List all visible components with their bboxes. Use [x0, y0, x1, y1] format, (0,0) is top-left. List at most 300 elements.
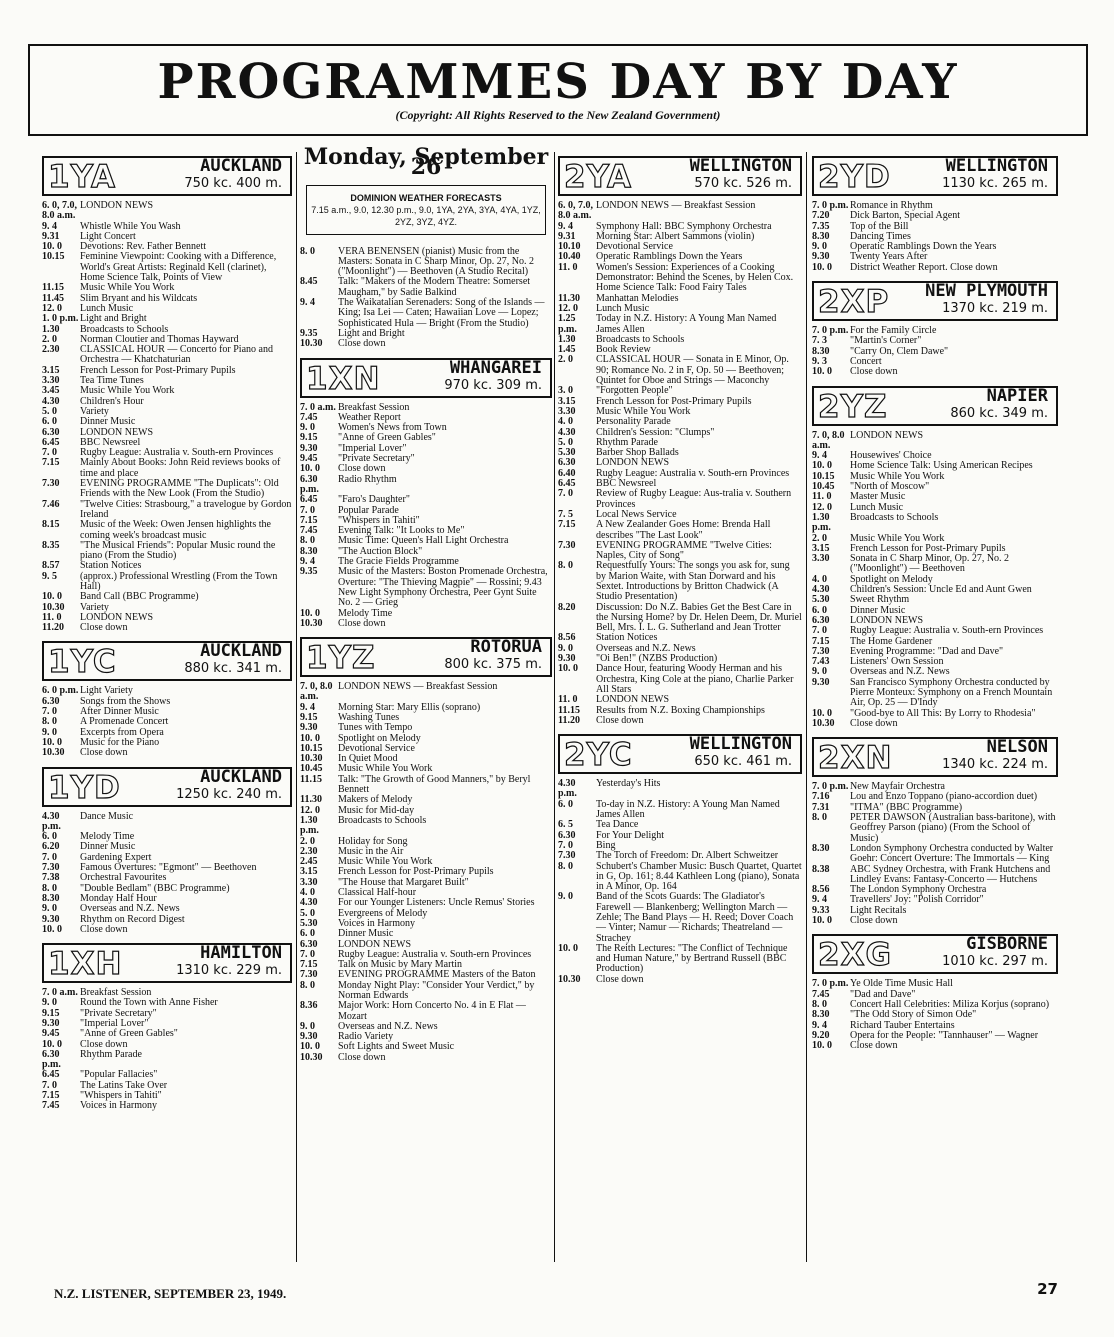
programme-entry — [812, 472, 1058, 482]
entry-text: French Lesson for Post-Primary Pupils — [80, 364, 236, 376]
entry-time: 1.30 — [42, 323, 60, 335]
entry-text: "Carry On, Clem Dawe" — [850, 345, 949, 357]
station-header — [812, 934, 1058, 974]
programme-entry — [558, 820, 802, 830]
programme-entry — [558, 469, 802, 479]
entry-text: Twenty Years After — [850, 251, 928, 263]
entry-text: After Dinner Music — [80, 706, 159, 718]
programme-entry — [558, 263, 802, 294]
entry-time: 10. 0 — [42, 241, 62, 253]
entry-time: 10.15 — [812, 470, 835, 482]
programme-entry — [558, 664, 802, 695]
entry-time: 7.46 — [42, 498, 60, 510]
entry-text: Morning Star: Mary Ellis (soprano) — [338, 701, 481, 713]
page-banner — [28, 44, 1088, 136]
entry-text: A New Zealander Goes Home: Brenda Hall describes "The Last Look" — [596, 519, 771, 541]
entry-time: 4.30 — [300, 897, 318, 909]
programme-entry — [812, 1041, 1058, 1051]
entry-time: 11.45 — [42, 292, 64, 304]
programme-entry — [558, 448, 802, 458]
entry-time: 12. 0 — [558, 302, 578, 314]
entry-time: 10. 0 — [300, 607, 320, 619]
entry-text: Broadcasts to Schools — [596, 333, 685, 345]
programme-entry — [558, 944, 802, 975]
entry-text: Music for the Piano — [80, 736, 160, 748]
weather-forecast-box — [306, 185, 546, 235]
entry-text: Music While You Work — [850, 470, 945, 482]
entry-text: BBC Newsreel — [80, 436, 141, 448]
programme-entry — [42, 541, 292, 562]
entry-text: LONDON NEWS — [850, 429, 924, 441]
station-city: WELLINGTON — [945, 156, 1048, 176]
entry-text: Holiday for Song — [338, 835, 408, 847]
programme-entry — [300, 277, 552, 298]
entry-text: Dinner Music — [80, 416, 136, 428]
entry-time: 6.30 — [42, 426, 60, 438]
entry-time: 10.30 — [300, 1051, 323, 1063]
programme-entry — [558, 294, 802, 304]
entry-text: The London Symphony Orchestra — [850, 884, 987, 896]
entry-text: "Martin's Corner" — [850, 335, 922, 347]
entry-text: "Good-bye to All This: By Lorry to Rhodesia" — [850, 707, 1036, 719]
station-header — [812, 281, 1058, 321]
entry-time: 7. 0, 8.0 a.m. — [812, 429, 845, 451]
entry-text: In Quiet Mood — [338, 753, 398, 765]
entry-time: 8. 0 — [42, 716, 57, 728]
programme-entry — [300, 247, 552, 278]
entry-time: 9.33 — [812, 904, 830, 916]
entry-time: 9.35 — [300, 327, 318, 339]
programme-entry — [42, 572, 292, 593]
entry-text: Feminine Viewpoint: Cooking with a Difference, World's Great Artists: Reginald Kell (clarinet), Home Science Talk, Points of View — [80, 251, 277, 284]
entry-text: Close down — [850, 366, 898, 378]
programme-entry — [42, 748, 292, 758]
entry-time: 9. 0 — [812, 241, 827, 253]
entry-time: 9.31 — [558, 230, 576, 242]
entry-text: Dance Music — [80, 810, 134, 822]
entry-time: 10. 0 — [812, 261, 832, 273]
entry-text: Dancing Times — [850, 230, 911, 242]
entry-text: Personality Parade — [596, 416, 671, 428]
entry-text: Dinner Music — [850, 604, 906, 616]
entry-time: 7. 0 — [300, 948, 315, 960]
entry-text: Discussion: Do N.Z. Babies Get the Best Care in the Nursing Home? by Dr. Helen Deem, Dr. Muriel Bell, Mrs. I. L. G. Sutherland and Jean Trotter — [596, 601, 802, 634]
entry-text: Melody Time — [338, 607, 393, 619]
entry-text: Overseas and N.Z. News — [80, 903, 180, 915]
entry-time: 7. 0 — [558, 488, 573, 500]
entry-text: French Lesson for Post-Primary Pupils — [596, 395, 752, 407]
programme-entry — [812, 482, 1058, 492]
entry-text: ABC Sydney Orchestra, with Frank Hutchens and Lindley Evans: Fantasy-Concerto — Hutchens — [850, 863, 1051, 885]
programme-entry — [558, 232, 802, 242]
entry-text: Music for Mid-day — [338, 804, 415, 816]
entry-text: French Lesson for Post-Primary Pupils — [338, 866, 494, 878]
entry-text: Gardening Expert — [80, 851, 152, 863]
entry-time: 2.45 — [300, 856, 318, 868]
entry-text: Results from N.Z. Boxing Championships — [596, 704, 765, 716]
entry-time: 10. 0 — [812, 1040, 832, 1052]
station-header — [558, 734, 802, 774]
programme-entry — [558, 335, 802, 345]
programme-entry — [300, 619, 552, 629]
programme-entry — [558, 407, 802, 417]
entry-text: Morning Star: Albert Sammons (violin) — [596, 230, 755, 242]
entry-text: Housewives' Choice — [850, 450, 932, 462]
entry-text: Close down — [80, 923, 128, 935]
station-header — [42, 156, 292, 196]
station-call-sign: 2YC — [564, 737, 633, 774]
station-frequency: 970 kc. 309 m. — [444, 377, 542, 393]
entry-time: 2.30 — [300, 845, 318, 857]
entry-text: "Forgotten People" — [596, 385, 673, 397]
station-call-sign: 2YD — [818, 159, 891, 195]
entry-text: LONDON NEWS — [850, 614, 924, 626]
entry-text: Soft Lights and Sweet Music — [338, 1041, 455, 1053]
weather-title: DOMINION WEATHER FORECASTS — [350, 192, 502, 203]
entry-time: 8.30 — [300, 545, 318, 557]
programme-entry — [42, 1050, 292, 1071]
entry-text: Close down — [850, 1040, 898, 1052]
entry-text: Light and Bright — [338, 327, 405, 339]
entry-time: 8.30 — [812, 1009, 830, 1021]
entry-text: Classical Half-hour — [338, 887, 417, 899]
entry-time: 8.56 — [558, 632, 576, 644]
entry-text: Music While You Work — [850, 532, 945, 544]
entry-text: Music While You Work — [338, 856, 433, 868]
entry-text: LONDON NEWS — Breakfast Session — [338, 681, 498, 693]
entry-time: 4.30 p.m. — [42, 810, 61, 832]
entry-time: 6.30 — [812, 614, 830, 626]
entry-time: 10. 0 — [300, 463, 320, 475]
programme-entry — [300, 981, 552, 1002]
entry-time: 9. 0 — [300, 422, 315, 434]
entry-time: 8.36 — [300, 1000, 318, 1012]
entry-time: 9.20 — [812, 1029, 830, 1041]
entry-time: 6.30 — [558, 457, 576, 469]
entry-text: To-day in N.Z. History: A Young Man Named James Allen — [596, 798, 780, 821]
entry-time: 7. 0 p.m. — [812, 325, 849, 337]
programme-entry — [558, 201, 802, 222]
entry-text: Concert — [850, 355, 882, 367]
entry-time: 8.45 — [300, 276, 318, 288]
entry-text: Evening Talk: "It Looks to Me" — [338, 525, 465, 537]
entry-time: 4.30 p.m. — [558, 778, 577, 800]
entry-time: 8. 0 — [300, 245, 315, 257]
entry-text: Rugby League: Australia v. South-ern Provinces — [338, 948, 532, 960]
entry-text: Lunch Music — [80, 302, 134, 314]
page-number: 27 — [1037, 1280, 1058, 1298]
station-call-sign: 2XP — [818, 284, 890, 321]
programme-entry — [300, 1001, 552, 1022]
entry-text: "Faro's Daughter" — [338, 494, 410, 506]
programme-entry — [300, 495, 552, 505]
entry-time: 8.57 — [42, 560, 60, 572]
station-frequency: 800 kc. 375 m. — [444, 657, 542, 673]
programme-entry — [558, 438, 802, 448]
entry-time: 5.30 — [558, 447, 576, 459]
entry-text: For our Younger Listeners: Uncle Remus' Stories — [338, 897, 535, 909]
station-header — [42, 943, 292, 983]
programme-entry — [300, 775, 552, 796]
entry-text: Talk: "Makers of the Modern Theatre: Somerset Maugham," by Sadie Balkind — [338, 276, 531, 298]
entry-time: 3.15 — [300, 866, 318, 878]
entry-text: Broadcasts to Schools — [80, 323, 169, 335]
entry-time: 7. 0 — [558, 839, 573, 851]
entry-text: Light and Bright — [80, 313, 147, 325]
entry-time: 7. 0 a.m. — [300, 401, 336, 413]
entry-text: Music While You Work — [338, 763, 433, 775]
entry-time: 10.30 — [42, 601, 65, 613]
programme-entry — [558, 603, 802, 634]
entry-time: 1.25 p.m. — [558, 313, 577, 335]
entry-time: 4.30 — [42, 395, 60, 407]
entry-text: Barber Shop Ballads — [596, 447, 679, 459]
entry-text: Close down — [80, 1038, 128, 1050]
entry-time: 9.31 — [42, 230, 60, 242]
entry-time: 10.15 — [42, 251, 65, 263]
entry-text: Richard Tauber Entertains — [850, 1019, 955, 1031]
programme-entry — [812, 865, 1058, 886]
weather-times: 7.15 a.m., 9.0, 12.30 p.m., 9.0, 1YA, 2YA, 3YA, 4YA, 1YZ, 2YZ, 3YZ, 4YZ. — [311, 204, 541, 227]
station-header — [558, 156, 802, 196]
entry-text: "Imperial Lover" — [80, 1018, 149, 1029]
entry-time: 7.45 — [42, 1100, 60, 1112]
programme-entry — [42, 904, 292, 914]
entry-time: 7.45 — [300, 411, 318, 423]
entry-text: Music While You Work — [596, 405, 691, 417]
entry-text: Popular Parade — [338, 504, 399, 516]
entry-text: VERA BENENSEN (pianist) Music from the Masters: Sonata in C Sharp Minor, Op. 27, No. 2 ("Moonlight") — Beethoven (A Studio Recital) — [338, 245, 534, 278]
entry-text: "Whispers in Tahiti" — [80, 1090, 162, 1102]
entry-time: 9.30 — [812, 251, 830, 263]
entry-time: 7.45 — [812, 988, 830, 1000]
entry-text: Close down — [338, 1051, 386, 1063]
entry-time: 7.30 — [42, 862, 60, 874]
entry-time: 4. 0 — [812, 573, 827, 585]
entry-text: Book Review — [596, 344, 651, 356]
entry-time: 9. 4 — [812, 894, 827, 906]
programme-entry — [558, 314, 802, 335]
station-call-sign: 1YZ — [306, 640, 376, 677]
entry-time: 7. 0, 8.0 a.m. — [300, 681, 333, 703]
programme-entry — [812, 357, 1058, 367]
entry-text: Tea Dance — [596, 819, 639, 831]
station-frequency: 1130 kc. 265 m. — [942, 176, 1048, 191]
programme-entry — [812, 263, 1058, 273]
programme-entry — [812, 844, 1058, 865]
entry-time: 6.30 — [558, 829, 576, 841]
footer-publication: N.Z. LISTENER, SEPTEMBER 23, 1949. — [54, 1286, 287, 1301]
entry-text: Rugby League: Australia v. South-ern Provinces — [80, 447, 274, 459]
entry-text: Monday Night Play: "Consider Your Verdict," by Norman Edwards — [338, 979, 535, 1001]
entry-time: 7.15 — [558, 519, 576, 531]
station-city: NELSON — [986, 737, 1048, 758]
entry-text: EVENING PROGRAMME "The Duplicats": Old Friends with the New Look (From the Studio) — [80, 478, 279, 500]
entry-time: 10.30 — [300, 338, 323, 350]
entry-time: 9. 4 — [812, 450, 827, 462]
entry-time: 7. 5 — [558, 508, 573, 520]
entry-text: Rhythm Parade — [80, 1048, 142, 1060]
station-call-sign: 1XH — [48, 946, 123, 983]
entry-time: 6.30 — [42, 695, 60, 707]
entry-time: 1.30 — [558, 333, 576, 345]
entry-time: 7.15 — [42, 1090, 60, 1102]
entry-time: 6. 0 p.m. — [42, 685, 79, 697]
entry-time: 9.35 — [300, 566, 318, 578]
entry-text: Slim Bryant and his Wildcats — [80, 292, 198, 304]
entry-text: Round the Town with Anne Fisher — [80, 997, 218, 1009]
entry-text: Top of the Bill — [850, 220, 909, 232]
entry-time: 3.15 — [558, 395, 576, 407]
entry-time: 6.30 p.m. — [42, 1048, 61, 1071]
entry-time: 6.30 — [300, 938, 318, 950]
programme-entry — [812, 554, 1058, 575]
entry-text: Music of the Masters: Boston Promenade Orchestra, Overture: "The Thieving Magpie" — Rossini; 9.43 New Light Symphony Orchestra, Peer Gynt Suite No. 2 — Grieg — [338, 566, 548, 609]
programme-entry — [812, 719, 1058, 729]
entry-time: 7. 0 — [42, 447, 57, 459]
entry-time: 5.30 — [300, 917, 318, 929]
entry-time: 8. 0 — [558, 560, 573, 572]
entry-time: 6.45 — [300, 494, 318, 506]
entry-time: 7.15 — [300, 959, 318, 971]
entry-time: 10. 0 — [812, 915, 832, 927]
programme-entry — [812, 211, 1058, 221]
entry-time: 7.45 — [300, 525, 318, 537]
entry-text: Spotlight on Melody — [338, 732, 421, 744]
entry-text: Rhythm on Record Digest — [80, 913, 185, 925]
entry-text: LONDON NEWS — [338, 938, 412, 950]
entry-time: 7.15 — [300, 514, 318, 526]
station-header — [42, 641, 292, 681]
entry-text: Band of the Scots Guards: The Gladiator's Farewell — Blankenberg; Wellington March — Zehle; The Band Plays — H. Reed; Dover Coach — Vinter; Namur — Richards; Theatreland — Strachey — [596, 891, 794, 944]
entry-time: 11.15 — [42, 282, 64, 294]
entry-time: 12. 0 — [300, 804, 320, 816]
entry-text: Evening Programme: "Dad and Dave" — [850, 645, 1004, 657]
entry-text: Dinner Music — [338, 928, 394, 940]
entry-text: Talk on Music by Mary Martin — [338, 959, 463, 971]
entry-text: "Dad and Dave" — [850, 988, 916, 1000]
entry-text: A Promenade Concert — [80, 716, 169, 728]
entry-time: 7.30 — [558, 539, 576, 551]
entry-text: Light Concert — [80, 230, 136, 242]
entry-time: 7. 3 — [812, 335, 827, 347]
entry-text: Light Recitals — [850, 904, 907, 916]
entry-time: 11.20 — [558, 714, 580, 726]
entry-text: For Your Delight — [596, 829, 665, 841]
entry-text: Today in N.Z. History: A Young Man Named James Allen — [596, 313, 777, 335]
programme-entry — [558, 695, 802, 705]
station-frequency: 1370 kc. 219 m. — [942, 301, 1048, 317]
entry-time: 10. 0 — [42, 591, 62, 603]
entry-text: Broadcasts to Schools — [338, 814, 427, 826]
entry-text: Close down — [596, 973, 644, 985]
programme-entry — [812, 709, 1058, 719]
station-city: NEW PLYMOUTH — [925, 281, 1048, 302]
entry-time: 7.30 — [558, 850, 576, 862]
programme-entry — [558, 975, 802, 985]
entry-time: 9. 0 — [42, 903, 57, 915]
entry-time: 9.30 — [42, 1018, 60, 1029]
entry-text: Music of the Week: Owen Jensen highlights the coming week's broadcast music — [80, 519, 271, 541]
entry-time: 8. 0 — [42, 882, 57, 894]
programme-entry — [812, 626, 1058, 636]
entry-text: "ITMA" (BBC Programme) — [850, 801, 963, 813]
entry-time: 10.45 — [300, 763, 323, 775]
entry-time: 7.15 — [42, 457, 60, 469]
entry-text: Station Notices — [596, 632, 658, 644]
entry-text: "Private Secretary" — [338, 453, 415, 465]
entry-time: 12. 0 — [42, 302, 62, 314]
entry-time: 7. 0 p.m. — [812, 978, 849, 990]
entry-text: Rhythm Parade — [596, 436, 658, 448]
entry-text: Manhattan Melodies — [596, 292, 679, 304]
entry-time: 8. 0 — [812, 998, 827, 1010]
entry-text: Yesterday's Hits — [596, 778, 661, 790]
entry-time: 10. 0 — [42, 736, 62, 748]
entry-text: Dick Barton, Special Agent — [850, 210, 960, 222]
entry-text: "The Musical Friends": Popular Music round the piano (From the Studio) — [80, 539, 276, 562]
entry-time: 7. 0 — [300, 504, 315, 516]
programme-entry — [300, 682, 552, 703]
entry-time: 4. 0 — [300, 887, 315, 899]
programme-entry — [42, 417, 292, 427]
entry-time: 9. 0 — [558, 642, 573, 654]
entry-time: 12. 0 — [812, 501, 832, 513]
programme-entry — [812, 813, 1058, 844]
entry-time: 9.45 — [42, 1028, 60, 1040]
entry-text: "The Odd Story of Simon Ode" — [850, 1009, 977, 1021]
station-city: WELLINGTON — [689, 156, 792, 176]
programme-entry — [300, 567, 552, 608]
entry-time: 10.30 — [300, 617, 323, 629]
programme-entry — [300, 1053, 552, 1063]
entry-text: LONDON NEWS — [80, 426, 154, 438]
entry-time: 9. 5 — [42, 570, 57, 582]
entry-text: Bing — [596, 839, 616, 851]
entry-text: Orchestral Favourites — [80, 872, 167, 884]
programme-entry — [558, 892, 802, 943]
entry-text: "Double Bedlam" (BBC Programme) — [80, 882, 230, 894]
entry-time: 8.15 — [42, 519, 60, 531]
entry-time: 8.56 — [812, 884, 830, 896]
entry-time: 10. 0 — [558, 942, 578, 954]
entry-text: Travellers' Joy: "Polish Corridor" — [850, 894, 984, 906]
entry-text: Children's Hour — [80, 395, 144, 407]
entry-text: LONDON NEWS — [596, 457, 670, 469]
entry-text: Devotions: Rev. Father Bennett — [80, 241, 206, 253]
entry-time: 9.15 — [300, 711, 318, 723]
entry-time: 10. 0 — [42, 923, 62, 935]
entry-time: 7. 0 p.m. — [812, 200, 849, 211]
station-frequency: 750 kc. 400 m. — [184, 176, 282, 191]
programme-entry — [558, 800, 802, 821]
entry-text: Rugby League: Australia v. South-ern Provinces — [850, 625, 1044, 637]
entry-time: 6.45 — [42, 436, 60, 448]
entry-text: Close down — [338, 463, 386, 475]
entry-time: 5. 0 — [42, 405, 57, 417]
entry-text: French Lesson for Post-Primary Pupils — [850, 542, 1006, 554]
entry-time: 8.35 — [42, 539, 60, 551]
entry-text: Station Notices — [80, 560, 142, 572]
entry-text: Tea Time Tunes — [80, 375, 144, 387]
entry-time: 8. 0 — [300, 979, 315, 991]
entry-text: The Gracie Fields Programme — [338, 556, 459, 568]
station-call-sign: 2YZ — [818, 388, 888, 425]
entry-text: Band Call (BBC Programme) — [80, 591, 199, 603]
entry-text: Dance Hour, featuring Woody Herman and his Orchestra, King Cole at the piano, Charlie Parker All Stars — [596, 663, 794, 695]
station-header — [812, 156, 1058, 196]
entry-text: Review of Rugby League: Aus-tralia v. Southern Provinces — [596, 488, 792, 510]
